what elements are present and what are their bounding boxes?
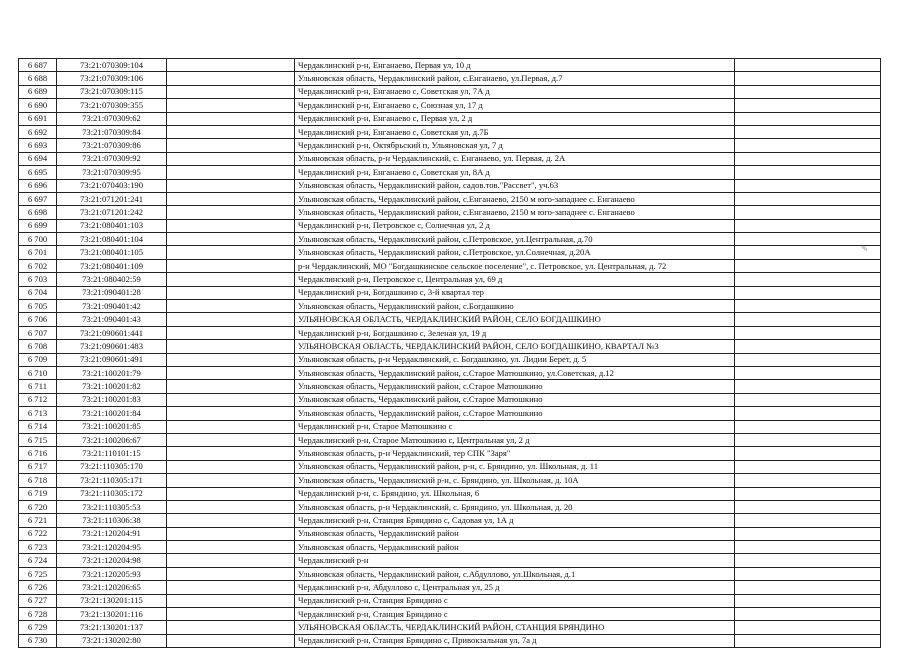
cadastral-number-cell: 73:21:090401:42 <box>57 300 167 313</box>
cadastral-number-cell: 73:21:120204:95 <box>57 541 167 554</box>
row-number-cell: 6 688 <box>19 72 57 85</box>
cadastral-number-cell: 73:21:070309:104 <box>57 59 167 72</box>
row-number-cell: 6 704 <box>19 286 57 299</box>
address-cell: Ульяновская область, Чердаклинский район, с.Старое Матюшкино, ул.Советская, д.12 <box>295 366 735 379</box>
cadastral-number-cell: 73:21:110305:53 <box>57 500 167 513</box>
table-row <box>19 152 881 165</box>
table-row <box>19 219 881 232</box>
row-number-cell: 6 729 <box>19 621 57 634</box>
table-row <box>19 192 881 205</box>
address-cell: УЛЬЯНОВСКАЯ ОБЛАСТЬ, ЧЕРДАКЛИНСКИЙ РАЙОН, СТАНЦИЯ БРЯНДИНО <box>295 621 735 634</box>
empty-cell <box>167 407 295 420</box>
cadastral-number-cell: 73:21:070309:86 <box>57 139 167 152</box>
row-number-cell: 6 716 <box>19 447 57 460</box>
row-number-cell: 6 687 <box>19 59 57 72</box>
row-number-cell: 6 696 <box>19 179 57 192</box>
table-row <box>19 500 881 513</box>
row-number-cell: 6 690 <box>19 99 57 112</box>
empty-cell <box>735 192 881 205</box>
empty-cell <box>167 246 295 259</box>
cadastral-number-cell: 73:21:130201:137 <box>57 621 167 634</box>
address-cell: Ульяновская область, Чердаклинский район, с.Петровское, ул.Центральная, д.70 <box>295 233 735 246</box>
table-row <box>19 621 881 634</box>
cadastral-number-cell: 73:21:110101:15 <box>57 447 167 460</box>
address-cell: Чердаклинский р-н <box>295 554 735 567</box>
cadastral-number-cell: 73:21:100201:82 <box>57 380 167 393</box>
empty-cell <box>167 259 295 272</box>
row-number-cell: 6 692 <box>19 125 57 138</box>
table-row <box>19 393 881 406</box>
table-row <box>19 541 881 554</box>
empty-cell <box>735 233 881 246</box>
cadastral-number-cell: 73:21:070403:190 <box>57 179 167 192</box>
row-number-cell: 6 706 <box>19 313 57 326</box>
table-row <box>19 300 881 313</box>
table-row <box>19 59 881 72</box>
address-cell: Чердаклинский р-н, Петровское с, Центральная ул, 69 д <box>295 273 735 286</box>
cadastral-number-cell: 73:21:070309:92 <box>57 152 167 165</box>
empty-cell <box>167 541 295 554</box>
empty-cell <box>167 206 295 219</box>
row-number-cell: 6 709 <box>19 353 57 366</box>
table-row <box>19 286 881 299</box>
table-row <box>19 487 881 500</box>
row-number-cell: 6 726 <box>19 581 57 594</box>
empty-cell <box>735 420 881 433</box>
address-cell: Чердаклинский р-н, Петровское с, Солнечная ул, 2 д <box>295 219 735 232</box>
empty-cell <box>735 487 881 500</box>
table-row <box>19 474 881 487</box>
cadastral-number-cell: 73:21:120206:65 <box>57 581 167 594</box>
table-row <box>19 420 881 433</box>
cadastral-number-cell: 73:21:070309:95 <box>57 166 167 179</box>
empty-cell <box>735 85 881 98</box>
empty-cell <box>735 500 881 513</box>
address-cell: Чердаклинский р-н, Станция Бряндино с, Садовая ул, 1А д <box>295 514 735 527</box>
empty-cell <box>735 460 881 473</box>
empty-cell <box>735 393 881 406</box>
row-number-cell: 6 723 <box>19 541 57 554</box>
empty-cell <box>735 567 881 580</box>
table-row <box>19 112 881 125</box>
empty-cell <box>167 567 295 580</box>
cadastral-number-cell: 73:21:080401:104 <box>57 233 167 246</box>
address-cell: р-н Чердаклинский, МО "Богдашкинское сельское поселение", с. Петровское, ул. Центральная, д. 72 <box>295 259 735 272</box>
cadastral-number-cell: 73:21:090601:441 <box>57 326 167 339</box>
cadastral-number-cell: 73:21:071201:242 <box>57 206 167 219</box>
address-cell: Чердаклинский р-н, Абдуллово с, Центральная ул, 25 д <box>295 581 735 594</box>
empty-cell <box>735 259 881 272</box>
empty-cell <box>735 541 881 554</box>
address-cell: Чердаклинский р-н, Станция Бряндино с <box>295 608 735 621</box>
empty-cell <box>735 99 881 112</box>
cadastral-number-cell: 73:21:130202:80 <box>57 634 167 647</box>
cadastral-number-cell: 73:21:100201:83 <box>57 393 167 406</box>
table-row <box>19 72 881 85</box>
cadastral-number-cell: 73:21:071201:241 <box>57 192 167 205</box>
address-cell: Чердаклинский р-н, Старое Матюшкино с, Центральная ул, 2 д <box>295 433 735 446</box>
table-row <box>19 179 881 192</box>
row-number-cell: 6 719 <box>19 487 57 500</box>
row-number-cell: 6 708 <box>19 340 57 353</box>
table-row <box>19 407 881 420</box>
empty-cell <box>167 219 295 232</box>
empty-cell <box>735 125 881 138</box>
table-row <box>19 233 881 246</box>
row-number-cell: 6 694 <box>19 152 57 165</box>
table-row <box>19 326 881 339</box>
row-number-cell: 6 730 <box>19 634 57 647</box>
table-row <box>19 125 881 138</box>
empty-cell <box>167 447 295 460</box>
row-number-cell: 6 727 <box>19 594 57 607</box>
table-row <box>19 139 881 152</box>
empty-cell <box>735 581 881 594</box>
empty-cell <box>735 433 881 446</box>
cadastral-number-cell: 73:21:090601:483 <box>57 340 167 353</box>
address-cell: Ульяновская область, Чердаклинский р-н, с. Бряндино, ул. Школьная, д. 10А <box>295 474 735 487</box>
table-row <box>19 353 881 366</box>
table-body <box>19 59 881 648</box>
cadastral-number-cell: 73:21:110305:171 <box>57 474 167 487</box>
address-cell: Ульяновская область, Чердаклинский район, с.Абдуллово, ул.Школьная, д.1 <box>295 567 735 580</box>
row-number-cell: 6 715 <box>19 433 57 446</box>
table-row <box>19 340 881 353</box>
empty-cell <box>167 433 295 446</box>
cadastral-number-cell: 73:21:120205:93 <box>57 567 167 580</box>
address-cell: Чердаклинский р-н, Енганаево с, Советская ул, 7А д <box>295 85 735 98</box>
empty-cell <box>735 246 881 259</box>
cadastral-number-cell: 73:21:100206:67 <box>57 433 167 446</box>
cadastral-number-cell: 73:21:090401:43 <box>57 313 167 326</box>
row-number-cell: 6 695 <box>19 166 57 179</box>
empty-cell <box>167 460 295 473</box>
empty-cell <box>167 420 295 433</box>
empty-cell <box>167 594 295 607</box>
address-cell: Ульяновская область, Чердаклинский район, с.Енганаево, 2150 м юго-западнее с. Енганаево <box>295 206 735 219</box>
table-row <box>19 259 881 272</box>
table-row <box>19 273 881 286</box>
cadastral-number-cell: 73:21:080401:105 <box>57 246 167 259</box>
row-number-cell: 6 713 <box>19 407 57 420</box>
empty-cell <box>735 474 881 487</box>
cadastral-number-cell: 73:21:090401:28 <box>57 286 167 299</box>
empty-cell <box>167 527 295 540</box>
address-cell: УЛЬЯНОВСКАЯ ОБЛАСТЬ, ЧЕРДАКЛИНСКИЙ РАЙОН, СЕЛО БОГДАШКИНО <box>295 313 735 326</box>
empty-cell <box>735 152 881 165</box>
table-row <box>19 85 881 98</box>
cadastral-number-cell: 73:21:070309:355 <box>57 99 167 112</box>
empty-cell <box>735 273 881 286</box>
row-number-cell: 6 701 <box>19 246 57 259</box>
row-number-cell: 6 691 <box>19 112 57 125</box>
row-number-cell: 6 711 <box>19 380 57 393</box>
address-cell: Чердаклинский р-н, Станция Бряндино с, Привокзальная ул, 7а д <box>295 634 735 647</box>
empty-cell <box>735 326 881 339</box>
empty-cell <box>167 125 295 138</box>
table-row <box>19 594 881 607</box>
empty-cell <box>167 474 295 487</box>
row-number-cell: 6 725 <box>19 567 57 580</box>
empty-cell <box>167 59 295 72</box>
empty-cell <box>735 340 881 353</box>
empty-cell <box>735 112 881 125</box>
row-number-cell: 6 712 <box>19 393 57 406</box>
empty-cell <box>735 206 881 219</box>
table-row <box>19 581 881 594</box>
cadastral-number-cell: 73:21:070309:62 <box>57 112 167 125</box>
empty-cell <box>167 192 295 205</box>
address-cell: Ульяновская область, р-н Чердаклинский, с. Енганаево, ул. Первая, д. 2А <box>295 152 735 165</box>
address-cell: Чердаклинский р-н, Енганаево с, Союзная ул, 17 д <box>295 99 735 112</box>
address-cell: УЛЬЯНОВСКАЯ ОБЛАСТЬ, ЧЕРДАКЛИНСКИЙ РАЙОН, СЕЛО БОГДАШКИНО, КВАРТАЛ №3 <box>295 340 735 353</box>
address-cell: Чердаклинский р-н, Станция Бряндино с <box>295 594 735 607</box>
address-cell: Ульяновская область, Чердаклинский район, с.Енганаево, 2150 м юго-западнее с. Енганаево <box>295 192 735 205</box>
table-row <box>19 527 881 540</box>
table-row <box>19 460 881 473</box>
address-cell: Чердаклинский р-н, Енганаево с, Советская ул, 8А д <box>295 166 735 179</box>
address-cell: Чердаклинский р-н, Богдашкино с, Зеленая ул, 19 д <box>295 326 735 339</box>
empty-cell <box>735 407 881 420</box>
row-number-cell: 6 720 <box>19 500 57 513</box>
table-row <box>19 380 881 393</box>
row-number-cell: 6 698 <box>19 206 57 219</box>
table-row <box>19 366 881 379</box>
table-row <box>19 246 881 259</box>
row-number-cell: 6 703 <box>19 273 57 286</box>
empty-cell <box>167 313 295 326</box>
address-cell: Чердаклинский р-н, Енганаево с, Первая ул, 2 д <box>295 112 735 125</box>
address-cell: Чердаклинский р-н, Енганаево с, Советская ул, д.7Б <box>295 125 735 138</box>
empty-cell <box>167 300 295 313</box>
empty-cell <box>167 608 295 621</box>
row-number-cell: 6 722 <box>19 527 57 540</box>
margin-mark: ⁄⁄⁄ <box>860 245 869 250</box>
row-number-cell: 6 724 <box>19 554 57 567</box>
address-cell: Чердаклинский р-н, Старое Матюшкино с <box>295 420 735 433</box>
cadastral-number-cell: 73:21:120204:91 <box>57 527 167 540</box>
empty-cell <box>735 139 881 152</box>
row-number-cell: 6 702 <box>19 259 57 272</box>
row-number-cell: 6 697 <box>19 192 57 205</box>
address-cell: Ульяновская область, Чердаклинский район, с.Старое Матюшкино <box>295 393 735 406</box>
address-cell: Ульяновская область, Чердаклинский район, с.Енганаево, ул.Первая, д.7 <box>295 72 735 85</box>
empty-cell <box>735 353 881 366</box>
empty-cell <box>167 554 295 567</box>
empty-cell <box>167 326 295 339</box>
table-row <box>19 166 881 179</box>
address-cell: Чердаклинский р-н, с. Бряндино, ул. Школьная, 6 <box>295 487 735 500</box>
document-page <box>18 58 881 648</box>
empty-cell <box>167 340 295 353</box>
cadastral-number-cell: 73:21:130201:115 <box>57 594 167 607</box>
empty-cell <box>735 554 881 567</box>
address-cell: Чердаклинский р-н, Енганаево, Первая ул, 10 д <box>295 59 735 72</box>
empty-cell <box>167 634 295 647</box>
margin-handwriting <box>860 246 877 250</box>
address-cell: Чердаклинский р-н, Богдашкино с, 3-й квартал тер <box>295 286 735 299</box>
table-row <box>19 313 881 326</box>
empty-cell <box>167 393 295 406</box>
empty-cell <box>735 447 881 460</box>
address-cell: Ульяновская область, Чердаклинский район, р-н, с. Бряндино, ул. Школьная, д. 11 <box>295 460 735 473</box>
empty-cell <box>167 99 295 112</box>
address-cell: Ульяновская область, р-н Чердаклинский, с. Бряндино, ул. Школьная, д. 20 <box>295 500 735 513</box>
address-cell: Чердаклинский р-н, Октябрьский п, Ульяновская ул, 7 д <box>295 139 735 152</box>
empty-cell <box>167 353 295 366</box>
empty-cell <box>167 139 295 152</box>
row-number-cell: 6 718 <box>19 474 57 487</box>
row-number-cell: 6 699 <box>19 219 57 232</box>
table-row <box>19 567 881 580</box>
empty-cell <box>735 366 881 379</box>
empty-cell <box>735 59 881 72</box>
empty-cell <box>735 380 881 393</box>
address-cell: Ульяновская область, Чердаклинский район <box>295 541 735 554</box>
empty-cell <box>735 634 881 647</box>
empty-cell <box>735 72 881 85</box>
empty-cell <box>167 286 295 299</box>
cadastral-number-cell: 73:21:100201:79 <box>57 366 167 379</box>
empty-cell <box>167 85 295 98</box>
row-number-cell: 6 728 <box>19 608 57 621</box>
table-row <box>19 634 881 647</box>
empty-cell <box>735 313 881 326</box>
table-row <box>19 433 881 446</box>
table-row <box>19 608 881 621</box>
empty-cell <box>167 166 295 179</box>
row-number-cell: 6 693 <box>19 139 57 152</box>
table-row <box>19 99 881 112</box>
address-cell: Ульяновская область, Чердаклинский район, с.Петровское, ул.Солнечная, д.20А <box>295 246 735 259</box>
empty-cell <box>167 380 295 393</box>
table-row <box>19 206 881 219</box>
row-number-cell: 6 705 <box>19 300 57 313</box>
cadastral-number-cell: 73:21:120204:98 <box>57 554 167 567</box>
empty-cell <box>735 179 881 192</box>
row-number-cell: 6 689 <box>19 85 57 98</box>
address-cell: Ульяновская область, Чердаклинский район, садов.тов."Рассвет", уч.63 <box>295 179 735 192</box>
empty-cell <box>167 487 295 500</box>
empty-cell <box>167 500 295 513</box>
cadastral-number-cell: 73:21:100201:84 <box>57 407 167 420</box>
cadastral-number-cell: 73:21:090601:491 <box>57 353 167 366</box>
cadastral-table <box>18 58 881 648</box>
cadastral-number-cell: 73:21:070309:115 <box>57 85 167 98</box>
row-number-cell: 6 717 <box>19 460 57 473</box>
row-number-cell: 6 710 <box>19 366 57 379</box>
cadastral-number-cell: 73:21:080401:109 <box>57 259 167 272</box>
table-row <box>19 447 881 460</box>
cadastral-number-cell: 73:21:070309:84 <box>57 125 167 138</box>
empty-cell <box>167 72 295 85</box>
address-cell: Ульяновская область, Чердаклинский район, с.Старое Матюшкино <box>295 380 735 393</box>
empty-cell <box>735 300 881 313</box>
empty-cell <box>167 179 295 192</box>
cadastral-number-cell: 73:21:110306:38 <box>57 514 167 527</box>
empty-cell <box>167 233 295 246</box>
cadastral-number-cell: 73:21:080402:59 <box>57 273 167 286</box>
empty-cell <box>735 621 881 634</box>
empty-cell <box>735 219 881 232</box>
row-number-cell: 6 700 <box>19 233 57 246</box>
row-number-cell: 6 707 <box>19 326 57 339</box>
table-row <box>19 514 881 527</box>
row-number-cell: 6 714 <box>19 420 57 433</box>
address-cell: Ульяновская область, Чердаклинский район <box>295 527 735 540</box>
empty-cell <box>167 514 295 527</box>
cadastral-number-cell: 73:21:110305:170 <box>57 460 167 473</box>
empty-cell <box>167 621 295 634</box>
cadastral-number-cell: 73:21:130201:116 <box>57 608 167 621</box>
empty-cell <box>735 594 881 607</box>
cadastral-number-cell: 73:21:100201:85 <box>57 420 167 433</box>
empty-cell <box>167 152 295 165</box>
empty-cell <box>735 514 881 527</box>
empty-cell <box>735 527 881 540</box>
cadastral-number-cell: 73:21:070309:106 <box>57 72 167 85</box>
cadastral-number-cell: 73:21:110305:172 <box>57 487 167 500</box>
empty-cell <box>735 166 881 179</box>
address-cell: Ульяновская область, р-н Чердаклинский, с. Богдашкино, ул. Лидии Берет, д. 5 <box>295 353 735 366</box>
table-row <box>19 554 881 567</box>
empty-cell <box>735 286 881 299</box>
row-number-cell: 6 721 <box>19 514 57 527</box>
empty-cell <box>167 273 295 286</box>
address-cell: Ульяновская область, Чердаклинский район, с.Богдашкино <box>295 300 735 313</box>
address-cell: Ульяновская область, Чердаклинский район, с.Старое Матюшкино <box>295 407 735 420</box>
empty-cell <box>735 608 881 621</box>
empty-cell <box>167 112 295 125</box>
empty-cell <box>167 581 295 594</box>
cadastral-number-cell: 73:21:080401:103 <box>57 219 167 232</box>
empty-cell <box>167 366 295 379</box>
address-cell: Ульяновская область, р-н Чердаклинский, тер СПК "Заря" <box>295 447 735 460</box>
